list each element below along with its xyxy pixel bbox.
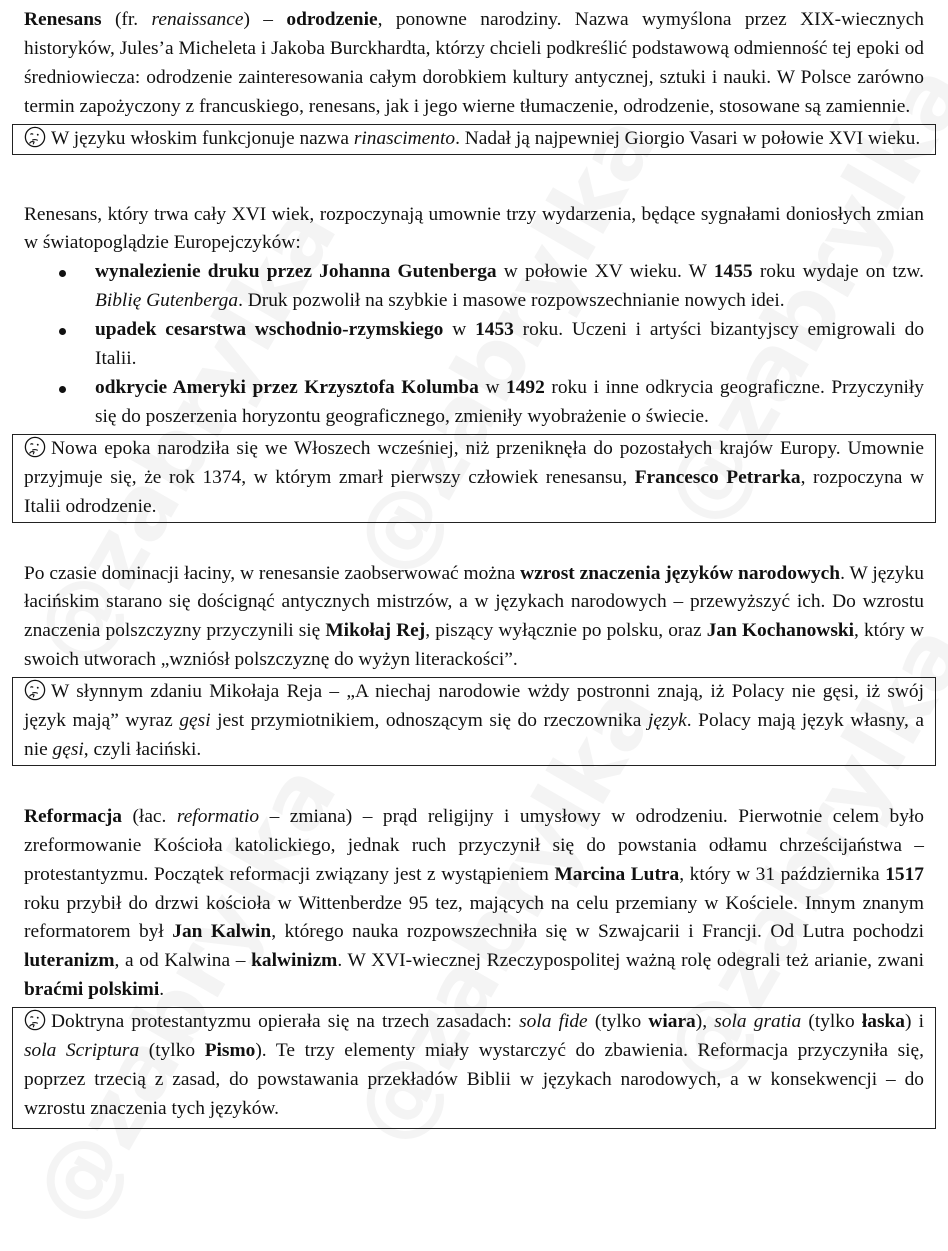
- paragraph-renesans: Renesans (fr. renaissance) – odrodzenie, ponowne narodziny. Nazwa wymyślona przez XIX-wiecznych historyków, Jules’a Micheleta i Jakoba Burckhardta, którzy chcieli podkreślić podstawową odmienność tej epoki od średniowiecza: odrodzenie zainteresowania całym dorobkiem kultury antycznej, sztuki i nauki. W Polsce zarówno termin zapożyczony z francuskiego, renesans, jak i jego wierne tłumaczenie, odrodzenie, stosowane są zamiennie.: [24, 9, 924, 117]
- note-box: Nowa epoka narodziła się we Włoszech wcześniej, niż przeniknęła do pozostałych krajów Europy. Umownie przyjmuje się, że rok 1374, w którym zmarł pierwszy człowiek renesansu, Francesco Petrarka, rozpoczyna w Italii odrodzenie.: [12, 434, 936, 523]
- bullet: [59, 386, 66, 393]
- term-renesans: Renesans: [24, 9, 102, 30]
- thinking-face-icon: [24, 679, 46, 701]
- thinking-face-icon: [24, 1009, 46, 1031]
- document-page: [24, 6, 924, 1129]
- paragraph-reformacja: Reformacja (łac. reformatio – zmiana) – prąd religijny i umysłowy w odrodzeniu. Pierwotnie celem było zreformowanie Kościoła katolickiego, jednak ruch przyczynił się do powstania odłamu chrześcijaństwa – protestantyzmu. Początek reformacji związany jest z wystąpieniem Marcina Lutra, który w 31 października 1517 roku przybił do drzwi kościoła w Wittenberdze 95 tez, mających na celu przemiany w Kościele. Innym znanym reformatorem był Jan Kalwin, którego nauka rozpowszechniła się w Szwajcarii i Francji. Od Lutra pochodzi luteranizm, a od Kalwina – kalwinizm. W XVI-wiecznej Rzeczypospolitej ważną rolę odegrali też arianie, zwani braćmi polskimi.: [24, 805, 925, 1001]
- events-list: [24, 258, 924, 431]
- note-box: W słynnym zdaniu Mikołaja Reja – „A niechaj narodowie wżdy postronni znają, iż Polacy nie gęsi, iż swój język mają” wyraz gęsi jest przymiotnikiem, odnoszącym się do rzeczownika język. Polacy mają język własny, a nie gęsi, czyli łaciński.: [12, 677, 936, 766]
- note-box: Doktryna protestantyzmu opierała się na trzech zasadach: sola fide (tylko wiara), sola gratia (tylko łaska) i sola Scriptura (tylko Pismo). Te trzy elementy miały wystarczyć do zbawienia. Reformacja przyczyniła się, poprzez trzecią z zasad, do powstawania przekładów Biblii w językach narodowych, a w konsekwencji – do wzrostu znaczenia tych języków.: [12, 1007, 936, 1129]
- thinking-face-icon: [24, 126, 46, 148]
- note-box: W języku włoskim funkcjonuje nazwa rinascimento. Nadał ją najpewniej Giorgio Vasari w połowie XVI wieku.: [12, 124, 936, 155]
- list-item: upadek cesarstwa wschodnio-rzymskiego w 1453 roku. Uczeni i artyści bizantyjscy emigrowali do Italii.: [24, 316, 924, 374]
- paragraph-intro-events: Renesans, który trwa cały XVI wiek, rozpoczynają umownie trzy wydarzenia, będące sygnałami doniosłych zmian w światopoglądzie Europejczyków:: [24, 203, 924, 254]
- bullet: [59, 328, 66, 335]
- list-item: wynalezienie druku przez Johanna Gutenberga w połowie XV wieku. W 1455 roku wydaje on tzw. Biblię Gutenberga. Druk pozwolił na szybkie i masowe rozpowszechnianie nowych idei.: [24, 258, 924, 316]
- thinking-face-icon: [24, 436, 46, 458]
- paragraph-national-languages: Po czasie dominacji łaciny, w renesansie zaobserwować można wzrost znaczenia języków narodowych. W języku łacińskim starano się doścignąć antycznych mistrzów, a w językach narodowych – przewyższyć ich. Do wzrostu znaczenia polszczyzny przyczynili się Mikołaj Rej, piszący wyłącznie po polsku, oraz Jan Kochanowski, który w swoich utworach „wzniósł polszczyznę do wyżyn literackości”.: [24, 562, 925, 671]
- bullet: [59, 270, 66, 277]
- list-item: odkrycie Ameryki przez Krzysztofa Kolumba w 1492 roku i inne odkrycia geograficzne. Przyczyniły się do poszerzenia horyzontu geograficznego, zmieniły wyobrażenie o świecie.: [24, 374, 924, 432]
